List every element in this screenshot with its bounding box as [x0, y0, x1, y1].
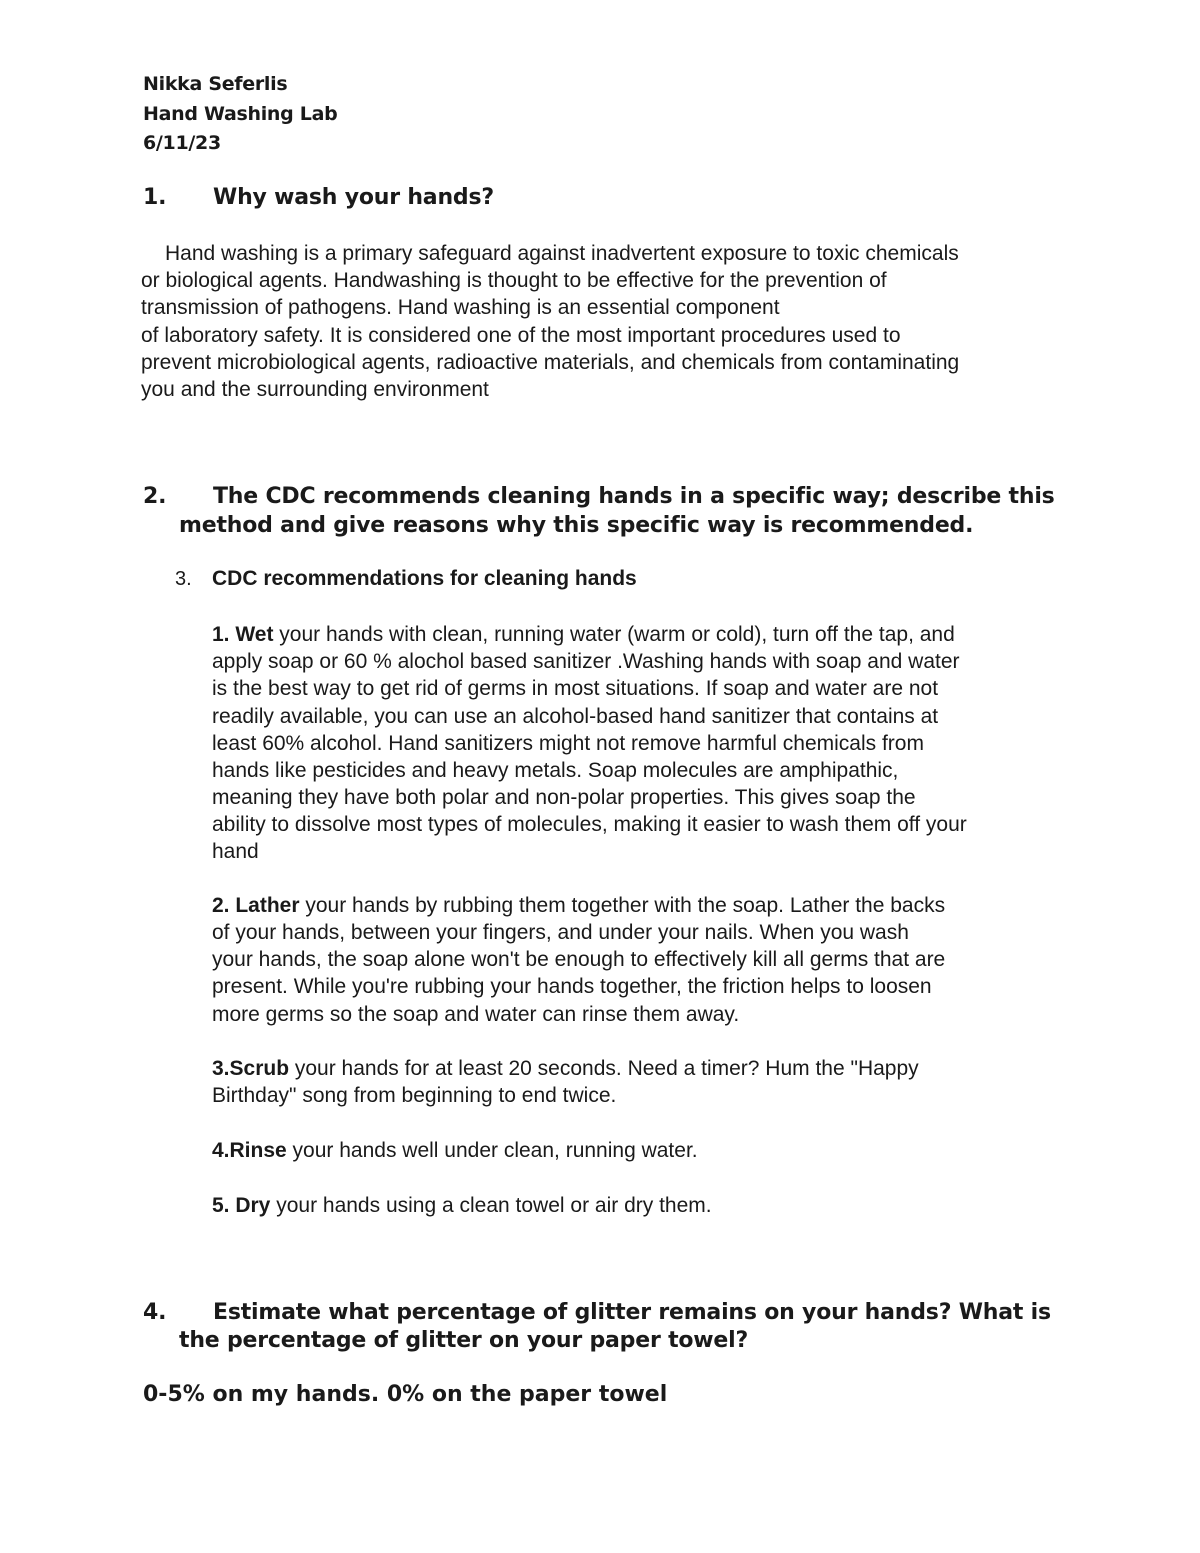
step-lather-line: your hands, the soap alone won't be enough to effectively kill all germs that are — [212, 948, 946, 971]
step-scrub-line: Birthday" song from beginning to end twice. — [212, 1084, 617, 1107]
step-dry-text: your hands using a clean towel or air dry them. — [270, 1194, 712, 1217]
answer-4: 0-5% on my hands. 0% on the paper towel — [143, 1382, 668, 1407]
answer-1-line: Hand washing is a primary safeguard against inadvertent exposure to toxic chemicals — [165, 242, 959, 265]
step-wet-line: ability to dissolve most types of molecules, making it easier to wash them off your — [212, 813, 967, 836]
step-lather-text: your hands by rubbing them together with the soap. Lather the backs — [299, 894, 946, 917]
step-wet-line: hand — [212, 840, 259, 863]
step-rinse-text: your hands well under clean, running water. — [286, 1139, 698, 1162]
step-wet-line: is the best way to get rid of germs in most situations. If soap and water are not — [212, 677, 939, 700]
answer-1-line: transmission of pathogens. Hand washing is an essential component — [141, 296, 780, 319]
step-rinse-line — [212, 1137, 698, 1164]
answer-1-line: of laboratory safety. It is considered one of the most important procedures used to — [141, 324, 901, 347]
question-2-number: 2. — [143, 484, 167, 509]
step-dry-line — [212, 1192, 712, 1219]
question-2-text-line2: method and give reasons why this specific way is recommended. — [179, 513, 974, 538]
question-1-number: 1. — [143, 185, 167, 210]
step-lather-label: 2. Lather — [212, 894, 300, 917]
step-wet-text: your hands with clean, running water (warm or cold), turn off the tap, and — [273, 623, 955, 646]
step-dry-label: 5. Dry — [212, 1194, 271, 1217]
question-4-text-line2: the percentage of glitter on your paper towel? — [179, 1328, 749, 1353]
answer-1-line: you and the surrounding environment — [141, 378, 489, 401]
step-wet-line: apply soap or 60 % alochol based sanitizer .Washing hands with soap and water — [212, 650, 960, 673]
step-wet-label: 1. Wet — [212, 623, 274, 646]
step-lather-line: more germs so the soap and water can rinse them away. — [212, 1003, 740, 1026]
step-rinse-label: 4.Rinse — [212, 1139, 287, 1162]
cdc-recommendations-heading: CDC recommendations for cleaning hands — [212, 567, 637, 590]
document-title: Hand Washing Lab — [143, 103, 338, 125]
document-date: 6/11/23 — [143, 132, 221, 154]
step-lather-line: of your hands, between your fingers, and under your nails. When you wash — [212, 921, 909, 944]
question-1-text: Why wash your hands? — [213, 185, 494, 210]
answer-1-line: prevent microbiological agents, radioactive materials, and chemicals from contaminating — [141, 351, 960, 374]
step-wet-line: hands like pesticides and heavy metals. Soap molecules are amphipathic, — [212, 759, 899, 782]
step-wet-line — [212, 621, 955, 648]
step-lather-line — [212, 892, 945, 919]
step-wet-line: meaning they have both polar and non-polar properties. This gives soap the — [212, 786, 916, 809]
step-wet-line: readily available, you can use an alcohol-based hand sanitizer that contains at — [212, 705, 939, 728]
question-4-text-line1: Estimate what percentage of glitter remains on your hands? What is — [213, 1300, 1051, 1325]
step-scrub-line — [212, 1055, 919, 1082]
step-lather-line: present. While you're rubbing your hands together, the friction helps to loosen — [212, 975, 932, 998]
question-4-number: 4. — [143, 1300, 167, 1325]
list-item-3-number: 3. — [175, 568, 192, 590]
author-name: Nikka Seferlis — [143, 73, 288, 95]
step-scrub-text: your hands for at least 20 seconds. Need a timer? Hum the "Happy — [289, 1057, 919, 1080]
step-wet-line: least 60% alcohol. Hand sanitizers might not remove harmful chemicals from — [212, 732, 924, 755]
step-scrub-label: 3.Scrub — [212, 1057, 290, 1080]
question-2-text-line1: The CDC recommends cleaning hands in a specific way; describe this — [213, 484, 1055, 509]
answer-1-line: or biological agents. Handwashing is thought to be effective for the prevention of — [141, 269, 887, 292]
